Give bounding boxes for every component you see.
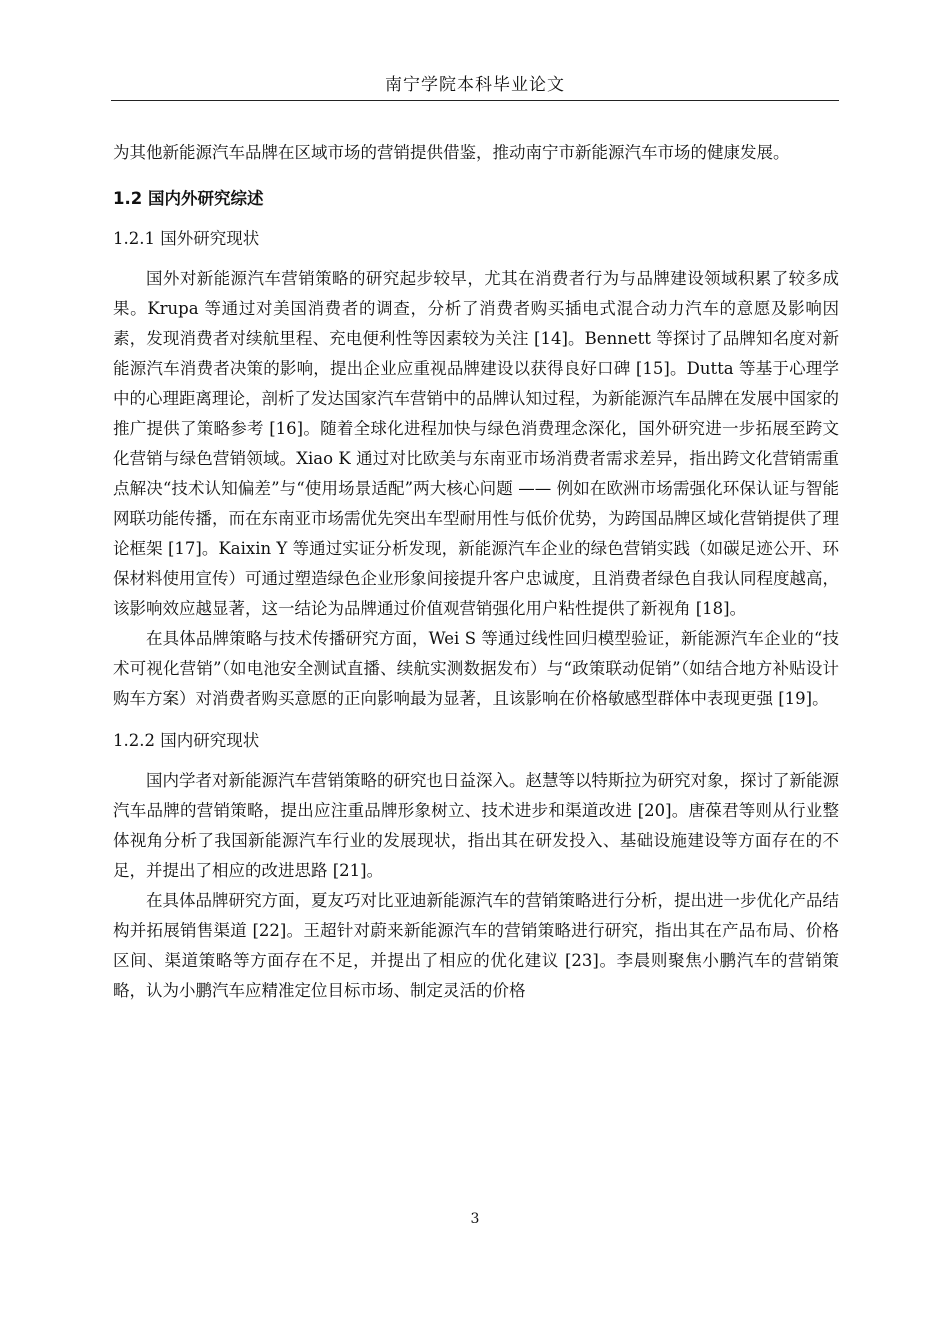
section-heading-1-2: 1.2 国内外研究综述 (113, 189, 264, 208)
subsection-heading-1-2-2: 1.2.2 国内研究现状 (113, 731, 260, 750)
paragraph-foreign-research: 国外对新能源汽车营销策略的研究起步较早，尤其在消费者行为与品牌建设领域积累了较多成果。Krupa 等通过对美国消费者的调查，分析了消费者购买插电式混合动力汽车的意愿及影响因素，发现消费者对续航里程、充电便利性等因素较为关注 [14]。Bennett 等探讨了品牌知名度对新能源汽车消费者决策的影响，提出企业应重视品牌建设以获得良好口碑 [15]。Dutta 等基于心理学中的心理距离理论，剖析了发达国家汽车营销中的品牌认知过程，为新能源汽车品牌在发展中国家的推广提供了策略参考 [16]。随着全球化进程加快与绿色消费理念深化，国外研究进一步拓展至跨文化营销与绿色营销领域。Xiao K 通过对比欧美与东南亚市场消费者需求差异，指出跨文化营销需重点解决“技术认知偏差”与“使用场景适配”两大核心问题 —— 例如在欧洲市场需强化环保认证与智能网联功能传播，而在东南亚市场需优先突出车型耐用性与低价优势，为跨国品牌区域化营销提供了理论框架 [17]。Kaixin Y 等通过实证分析发现，新能源汽车企业的绿色营销实践（如碳足迹公开、环保材料使用宣传）可通过塑造绿色企业形象间接提升客户忠诚度，且消费者绿色自我认同程度越高，该影响效应越显著，这一结论为品牌通过价值观营销强化用户粘性提供了新视角 [18]。 (113, 269, 839, 618)
paragraph-domestic-research: 国内学者对新能源汽车营销策略的研究也日益深入。赵慧等以特斯拉为研究对象，探讨了新能源汽车品牌的营销策略，提出应注重品牌形象树立、技术进步和渠道改进 [20]。唐葆君等则从行业整体视角分析了我国新能源汽车行业的发展现状，指出其在研发投入、基础设施建设等方面存在的不足，并提出了相应的改进思路 [21]。 (113, 771, 839, 880)
header-rule (111, 100, 839, 101)
running-header: 南宁学院本科毕业论文 (385, 75, 565, 95)
paragraph-intro-continued: 为其他新能源汽车品牌在区域市场的营销提供借鉴，推动南宁市新能源汽车市场的健康发展。 (113, 143, 790, 162)
page-number: 3 (470, 1211, 480, 1227)
page-body (113, 138, 839, 1006)
paragraph-brand-strategy: 在具体品牌策略与技术传播研究方面，Wei S 等通过线性回归模型验证，新能源汽车企业的“技术可视化营销”（如电池安全测试直播、续航实测数据发布）与“政策联动促销”（如结合地方补贴设计购车方案）对消费者购买意愿的正向影响最为显著，且该影响在价格敏感型群体中表现更强 [19]。 (113, 629, 839, 708)
paragraph-brand-research: 在具体品牌研究方面，夏友巧对比亚迪新能源汽车的营销策略进行分析，提出进一步优化产品结构并拓展销售渠道 [22]。王超针对蔚来新能源汽车的营销策略进行研究，指出其在产品布局、价格区间、渠道策略等方面存在不足，并提出了相应的优化建议 [23]。李晨则聚焦小鹏汽车的营销策略，认为小鹏汽车应精准定位目标市场、制定灵活的价格 (113, 891, 839, 1000)
subsection-heading-1-2-1: 1.2.1 国外研究现状 (113, 229, 260, 248)
